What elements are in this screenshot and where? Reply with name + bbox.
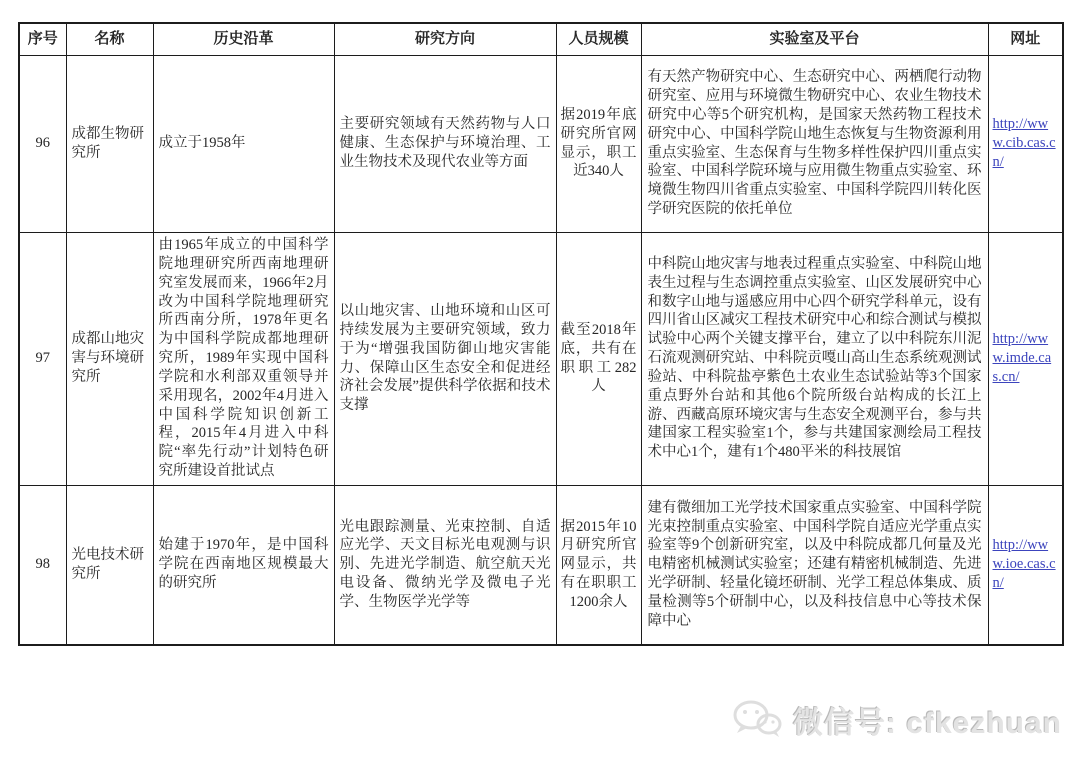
cell-research: 光电跟踪测量、光束控制、自适应光学、天文目标光电观测与识别、先进光学制造、航空航天光电设备、微纳光学及微电子光学、生物医学光学等 <box>334 485 556 645</box>
cell-history: 由1965年成立的中国科学院地理研究所西南地理研究室发展而来，1966年2月改为中国科学院地理研究所西南分所，1978年更名为中国科学院成都地理研究所，1989年实现中国科学院和水利部双重领导并采用现名，2002年4月进入中国科学院知识创新工程，2015年4月进入中科院“率先行动”计划特色研究所建设首批试点 <box>153 232 334 485</box>
website-link[interactable]: http://www.imde.cas.cn/ <box>992 331 1052 385</box>
cell-history: 始建于1970年，是中国科学院在西南地区规模最大的研究所 <box>153 485 334 645</box>
cell-research: 以山地灾害、山地环境和山区可持续发展为主要研究领域，致力于为“增强我国防御山地灾害能力、保障山区生态安全和促进经济社会发展”提供科学依据和技术支撑 <box>334 232 556 485</box>
wechat-icon <box>731 699 783 741</box>
watermark <box>731 698 1062 742</box>
header-url: 网址 <box>988 23 1063 55</box>
cell-seq: 98 <box>19 485 66 645</box>
cell-name: 光电技术研究所 <box>66 485 153 645</box>
cell-seq: 97 <box>19 232 66 485</box>
cell-labs: 建有微细加工光学技术国家重点实验室、中国科学院光束控制重点实验室、中国科学院自适应光学重点实验室等9个创新研究室，以及中科院成都几何量及光电精密机械测试实验室；还建有精密机械制造、先进光学研制、轻量化镜坯研制、光学工程总体集成、质量检测等5个研制中心，以及科技信息中心等技术保障中心 <box>641 485 988 645</box>
cell-labs: 中科院山地灾害与地表过程重点实验室、中科院山地表生过程与生态调控重点实验室、山区发展研究中心和数字山地与遥感应用中心四个研究学科单元，设有四川省山区减灾工程技术研究中心和综合测试与模拟试验中心两个关键支撑平台，建立了以中科院东川泥石流观测研究站、中科院贡嘎山高山生态系统观测试验站、中科院盐亭紫色土农业生态试验站等3个国家重点野外台站和其他6个院所级台站构成的长江上游、西藏高原环境灾害与生态安全观测平台，参与共建国家工程实验室1个，参与共建国家测绘局工程技术中心1个，建有1个480平米的科技展馆 <box>641 232 988 485</box>
institutes-table <box>18 22 1064 646</box>
cell-seq: 96 <box>19 55 66 232</box>
cell-history: 成立于1958年 <box>153 55 334 232</box>
header-seq: 序号 <box>19 23 66 55</box>
table-row <box>19 55 1063 232</box>
watermark-label: 微信号: cfkezhuan <box>792 707 1062 740</box>
cell-url <box>988 485 1063 645</box>
cell-url <box>988 232 1063 485</box>
website-link[interactable]: http://www.cib.cas.cn/ <box>992 116 1056 170</box>
website-link[interactable]: http://www.ioe.cas.cn/ <box>992 537 1056 592</box>
cell-labs: 有天然产物研究中心、生态研究中心、两栖爬行动物研究室、应用与环境微生物研究中心、农业生物技术研究中心等5个研究机构，是国家天然药物工程技术研究中心、中国科学院山地生态恢复与生物资源利用重点实验室、生态保育与生物多样性保护四川重点实验室、中国科学院环境与应用微生物重点实验室、环境微生物四川省重点实验室、中国科学院四川转化医学研究医院的依托单位 <box>641 55 988 232</box>
cell-personnel: 据2015年10月研究所官网显示，共有在职职工1200余人 <box>556 485 641 645</box>
table-row <box>19 232 1063 485</box>
cell-personnel: 据2019年底研究所官网显示，职工近340人 <box>556 55 641 232</box>
cell-name: 成都生物研究所 <box>66 55 153 232</box>
header-research: 研究方向 <box>334 23 556 55</box>
cell-personnel: 截至2018年底，共有在职职工282人 <box>556 232 641 485</box>
header-history: 历史沿革 <box>153 23 334 55</box>
table-row <box>19 485 1063 645</box>
table-header-row <box>19 23 1063 55</box>
cell-research: 主要研究领域有天然药物与人口健康、生态保护与环境治理、工业生物技术及现代农业等方面 <box>334 55 556 232</box>
header-name: 名称 <box>66 23 153 55</box>
header-labs: 实验室及平台 <box>641 23 988 55</box>
cell-url <box>988 55 1063 232</box>
cell-name: 成都山地灾害与环境研究所 <box>66 232 153 485</box>
header-personnel: 人员规模 <box>556 23 641 55</box>
